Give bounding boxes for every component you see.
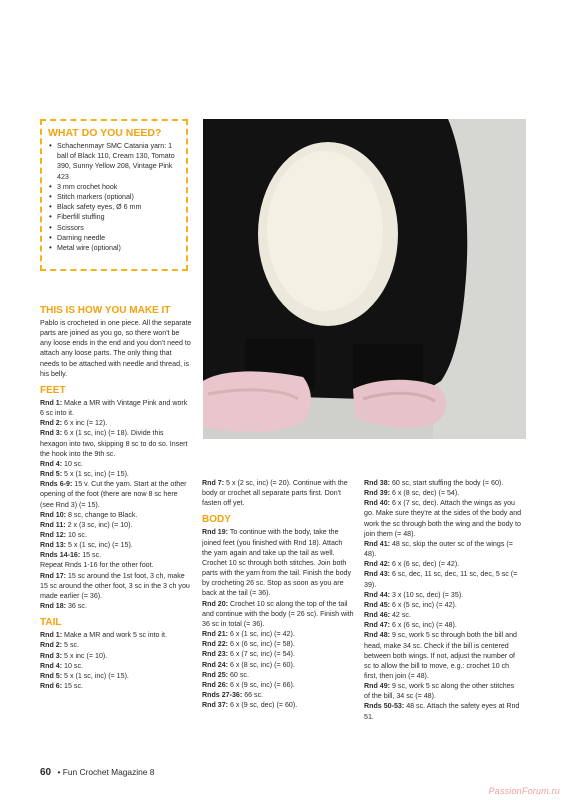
pattern-row bbox=[202, 680, 354, 690]
row-text: 6 x (6 sc, dec) (= 42). bbox=[390, 560, 460, 569]
row-label: Rnd 18: bbox=[40, 602, 67, 611]
pattern-row bbox=[364, 498, 522, 539]
penguin-photo bbox=[203, 119, 526, 439]
row-label: Rnd 44: bbox=[364, 590, 391, 599]
tail-title: TAIL bbox=[40, 617, 62, 629]
row-text: 9 sc, work 5 sc along the other stitches of the bill, 34 sc (= 48). bbox=[364, 682, 515, 701]
pattern-row bbox=[202, 649, 354, 659]
row-text: 5 x inc (= 10). bbox=[62, 651, 108, 660]
row-text: Repeat Rnds 1-16 for the other foot. bbox=[40, 561, 154, 570]
how-text: Pablo is crocheted in one piece. All the separate parts are joined as you go, so there won't be any loose ends in the end and you don't need to attach any loose parts. The only thing that needs to be attached with needle and thread, is his belly. bbox=[40, 319, 192, 378]
row-label: Rnd 26: bbox=[202, 680, 229, 689]
materials-list bbox=[48, 141, 180, 253]
row-label: Rnd 3: bbox=[40, 651, 63, 660]
row-label: Rnds 14-16: bbox=[40, 551, 81, 560]
pattern-row bbox=[40, 681, 192, 691]
row-label: Rnd 24: bbox=[202, 660, 229, 669]
pattern-row bbox=[202, 690, 354, 700]
row-text: 48 sc, skip the outer sc of the wings (= 48). bbox=[364, 539, 513, 559]
how-title: THIS IS HOW YOU MAKE IT bbox=[40, 305, 171, 316]
pattern-row bbox=[202, 639, 354, 649]
materials-item: • Darning needle bbox=[48, 233, 180, 243]
pattern-row bbox=[202, 670, 354, 680]
row-text: To continue with the body, take the joined feet (you finished with Rnd 18). Attach the yarn again and take up the tail as well. Crochet 10 sc through both stitches. Join both parts with the yarn from the tail. Finish the body by crocheting 26 sc. Stop as soon as you are back at the tail (= 36). bbox=[202, 528, 352, 598]
page-number: 60 bbox=[40, 767, 52, 778]
row-text: 6 x (7 sc, inc) (= 54). bbox=[228, 650, 295, 659]
row-text: 15 sc around the 1st foot, 3 ch, make 15 sc around the other foot, 3 sc in the 3 ch you made earlier (= 36). bbox=[40, 571, 190, 600]
row-label: Rnd 48: bbox=[364, 631, 391, 640]
pattern-row bbox=[364, 701, 522, 721]
pattern-row bbox=[364, 590, 522, 600]
pattern-row bbox=[364, 539, 522, 559]
row-text: 6 x (9 sc, inc) (= 66). bbox=[228, 680, 295, 689]
row-label: Rnds 6-9: bbox=[40, 480, 73, 489]
pattern-row bbox=[202, 700, 354, 710]
materials-title: WHAT DO YOU NEED? bbox=[48, 127, 162, 139]
row-label: Rnd 39: bbox=[364, 489, 391, 498]
row-label: Rnd 20: bbox=[202, 599, 229, 608]
row-label: Rnds 27-36: bbox=[202, 690, 243, 699]
row-label: Rnd 40: bbox=[364, 499, 391, 508]
row-text: 6 x (1 sc, inc) (= 42). bbox=[228, 630, 295, 639]
row-text: 6 sc, dec, 11 sc, dec, 11 sc, dec, 5 sc (= 39). bbox=[364, 570, 518, 589]
row-label: Rnd 2: bbox=[40, 419, 63, 428]
pattern-row bbox=[40, 540, 192, 550]
row-label: Rnd 11: bbox=[40, 520, 66, 529]
row-label: Rnd 21: bbox=[202, 630, 229, 639]
row-text: 6 x (8 sc, inc) (= 60). bbox=[228, 660, 295, 669]
pattern-row bbox=[40, 640, 192, 650]
row-label: Rnd 5: bbox=[40, 470, 63, 479]
row-text: 6 x (1 sc, inc) (= 18). Divide this hexagon into two, skipping 8 sc to do so. Insert the hook into the 9th sc. bbox=[40, 429, 188, 458]
pattern-row bbox=[40, 530, 192, 540]
materials-item: • Stitch markers (optional) bbox=[48, 192, 180, 202]
pattern-row bbox=[40, 661, 192, 671]
page-footer bbox=[40, 767, 154, 778]
row-text: 15 v. Cut the yarn. Start at the other opening of the foot (there are now 8 sc here (see Rnd 3) (= 15). bbox=[40, 480, 187, 509]
pattern-row bbox=[40, 479, 192, 509]
row-text: 15 sc. bbox=[80, 551, 102, 560]
row-text: 10 sc. bbox=[62, 459, 83, 468]
row-text: 6 x (7 sc, dec). Attach the wings as you go. Make sure they're at the sides of the body and work the sc through both the wing and the body to join them (= 48). bbox=[364, 499, 522, 538]
row-text: 6 x (6 sc, inc) (= 58). bbox=[228, 640, 295, 649]
row-text: 5 sc. bbox=[62, 641, 80, 650]
row-text: 2 x (3 sc, inc) (= 10). bbox=[65, 520, 133, 529]
pattern-row bbox=[202, 660, 354, 670]
pattern-row bbox=[202, 599, 354, 629]
row-label: Rnd 37: bbox=[202, 701, 229, 710]
row-text: Make a MR and work 5 sc into it. bbox=[62, 631, 167, 640]
materials-item: • 3 mm crochet hook bbox=[48, 182, 180, 192]
row-label: Rnd 10: bbox=[40, 510, 67, 519]
row-text: 15 sc. bbox=[62, 682, 83, 690]
row-text: 5 x (1 sc, inc) (= 15). bbox=[62, 470, 129, 479]
row-label: Rnd 3: bbox=[40, 429, 63, 438]
row-text: 5 x (1 sc, inc) (= 15). bbox=[62, 671, 129, 680]
row-label: Rnd 46: bbox=[364, 611, 391, 620]
pattern-row bbox=[40, 459, 192, 469]
row-label: Rnd 47: bbox=[364, 621, 391, 630]
feet-title: FEET bbox=[40, 384, 66, 396]
row-label: Rnd 13: bbox=[40, 541, 67, 550]
row-text: 3 x (10 sc, dec) (= 35). bbox=[390, 590, 464, 599]
row-label: Rnd 1: bbox=[40, 398, 63, 407]
row-text: Make a MR with Vintage Pink and work 6 sc into it. bbox=[40, 398, 188, 418]
body-title: BODY bbox=[202, 514, 231, 526]
row-text: 10 sc. bbox=[66, 530, 87, 539]
row-text: 36 sc. bbox=[66, 602, 87, 611]
row-label: Rnd 7: bbox=[202, 479, 225, 487]
row-text: 9 sc, work 5 sc through both the bill and head, make 34 sc. Check if the bill is centered between both wings. If not, adjust the number of sc to allow the bill to move, e.g.: crochet 10 ch first, then join (= 48). bbox=[364, 631, 517, 680]
materials-item: • Fiberfill stuffing bbox=[48, 212, 180, 222]
materials-item: • Black safety eyes, Ø 6 mm bbox=[48, 202, 180, 212]
row-label: Rnd 6: bbox=[40, 682, 63, 690]
watermark: PassionForum.ru bbox=[488, 786, 560, 796]
pattern-row bbox=[40, 671, 192, 681]
row-text: 60 sc. bbox=[228, 670, 249, 679]
pattern-row bbox=[202, 629, 354, 639]
pattern-row bbox=[364, 478, 522, 488]
row-text: 6 x (9 sc, dec) (= 60). bbox=[228, 701, 298, 710]
row-label: Rnd 38: bbox=[364, 479, 391, 487]
row-text: 6 x (6 sc, inc) (= 48). bbox=[390, 621, 457, 630]
materials-item: • Metal wire (optional) bbox=[48, 243, 180, 253]
pattern-row bbox=[40, 398, 192, 418]
pattern-row bbox=[364, 620, 522, 630]
row-label: Rnd 17: bbox=[40, 571, 67, 580]
pattern-row bbox=[40, 510, 192, 520]
pattern-row bbox=[40, 560, 192, 570]
row-label: Rnd 25: bbox=[202, 670, 229, 679]
pattern-row bbox=[364, 559, 522, 569]
pattern-row bbox=[202, 527, 354, 598]
pattern-row bbox=[202, 478, 354, 508]
row-label: Rnd 2: bbox=[40, 641, 63, 650]
penguin-illustration bbox=[203, 119, 526, 439]
row-text: 8 sc, change to Black. bbox=[66, 510, 138, 519]
row-text: 66 sc. bbox=[242, 690, 264, 699]
row-label: Rnd 42: bbox=[364, 560, 391, 569]
pattern-row bbox=[364, 488, 522, 498]
row-label: Rnd 41: bbox=[364, 539, 391, 548]
row-label: Rnd 5: bbox=[40, 671, 63, 680]
row-text: 48 sc. Attach the safety eyes at Rnd 51. bbox=[364, 702, 520, 721]
row-label: Rnd 43: bbox=[364, 570, 391, 579]
row-text: 60 sc, start stuffing the body (= 60). bbox=[390, 479, 504, 487]
row-label: Rnd 45: bbox=[364, 600, 391, 609]
row-text: 5 x (2 sc, inc) (= 20). Continue with the body or crochet all separate parts first. Don't fasten off yet. bbox=[202, 479, 348, 508]
row-text: Crochet 10 sc along the top of the tail and continue with the body (= 26 sc). Finish with 36 sc in total (= 36). bbox=[202, 599, 354, 628]
row-label: Rnd 4: bbox=[40, 661, 63, 670]
column-middle bbox=[202, 478, 354, 710]
row-label: Rnd 22: bbox=[202, 640, 229, 649]
pattern-row bbox=[364, 681, 522, 701]
row-text: 6 x (5 sc, inc) (= 42). bbox=[390, 600, 457, 609]
row-text: 6 x (8 sc, dec) (= 54). bbox=[390, 489, 460, 498]
pattern-row bbox=[364, 569, 522, 589]
pattern-row bbox=[364, 630, 522, 681]
pattern-row bbox=[364, 600, 522, 610]
row-label: Rnd 1: bbox=[40, 631, 63, 640]
row-label: Rnds 50-53: bbox=[364, 702, 405, 711]
row-label: Rnd 19: bbox=[202, 528, 229, 537]
pattern-row bbox=[364, 610, 522, 620]
materials-item: • Scissors bbox=[48, 223, 180, 233]
magazine-name: Fun Crochet Magazine 8 bbox=[62, 767, 155, 777]
row-text: 42 sc. bbox=[390, 611, 411, 620]
pattern-row bbox=[40, 550, 192, 560]
pattern-row bbox=[40, 428, 192, 458]
row-text: 5 x (1 sc, inc) (= 15). bbox=[66, 541, 133, 550]
pattern-row bbox=[40, 418, 192, 428]
pattern-row bbox=[40, 630, 192, 640]
column-left bbox=[40, 305, 192, 691]
row-text: 10 sc. bbox=[62, 661, 83, 670]
row-label: Rnd 23: bbox=[202, 650, 229, 659]
row-label: Rnd 12: bbox=[40, 530, 67, 539]
materials-box bbox=[40, 119, 188, 271]
pattern-row bbox=[40, 520, 192, 530]
footer-bullet: • bbox=[57, 767, 61, 777]
pattern-row bbox=[40, 571, 192, 601]
pattern-row bbox=[40, 601, 192, 611]
row-label: Rnd 49: bbox=[364, 682, 391, 691]
column-right bbox=[364, 478, 522, 722]
row-text: 6 x inc (= 12). bbox=[62, 419, 108, 428]
materials-item: • Schachenmayr SMC Catania yarn: 1 ball of Black 110, Cream 130, Tomato 390, Sunny Yellow 208, Vintage Pink 423 bbox=[48, 141, 180, 182]
pattern-row bbox=[40, 651, 192, 661]
row-label: Rnd 4: bbox=[40, 459, 63, 468]
pattern-row bbox=[40, 469, 192, 479]
